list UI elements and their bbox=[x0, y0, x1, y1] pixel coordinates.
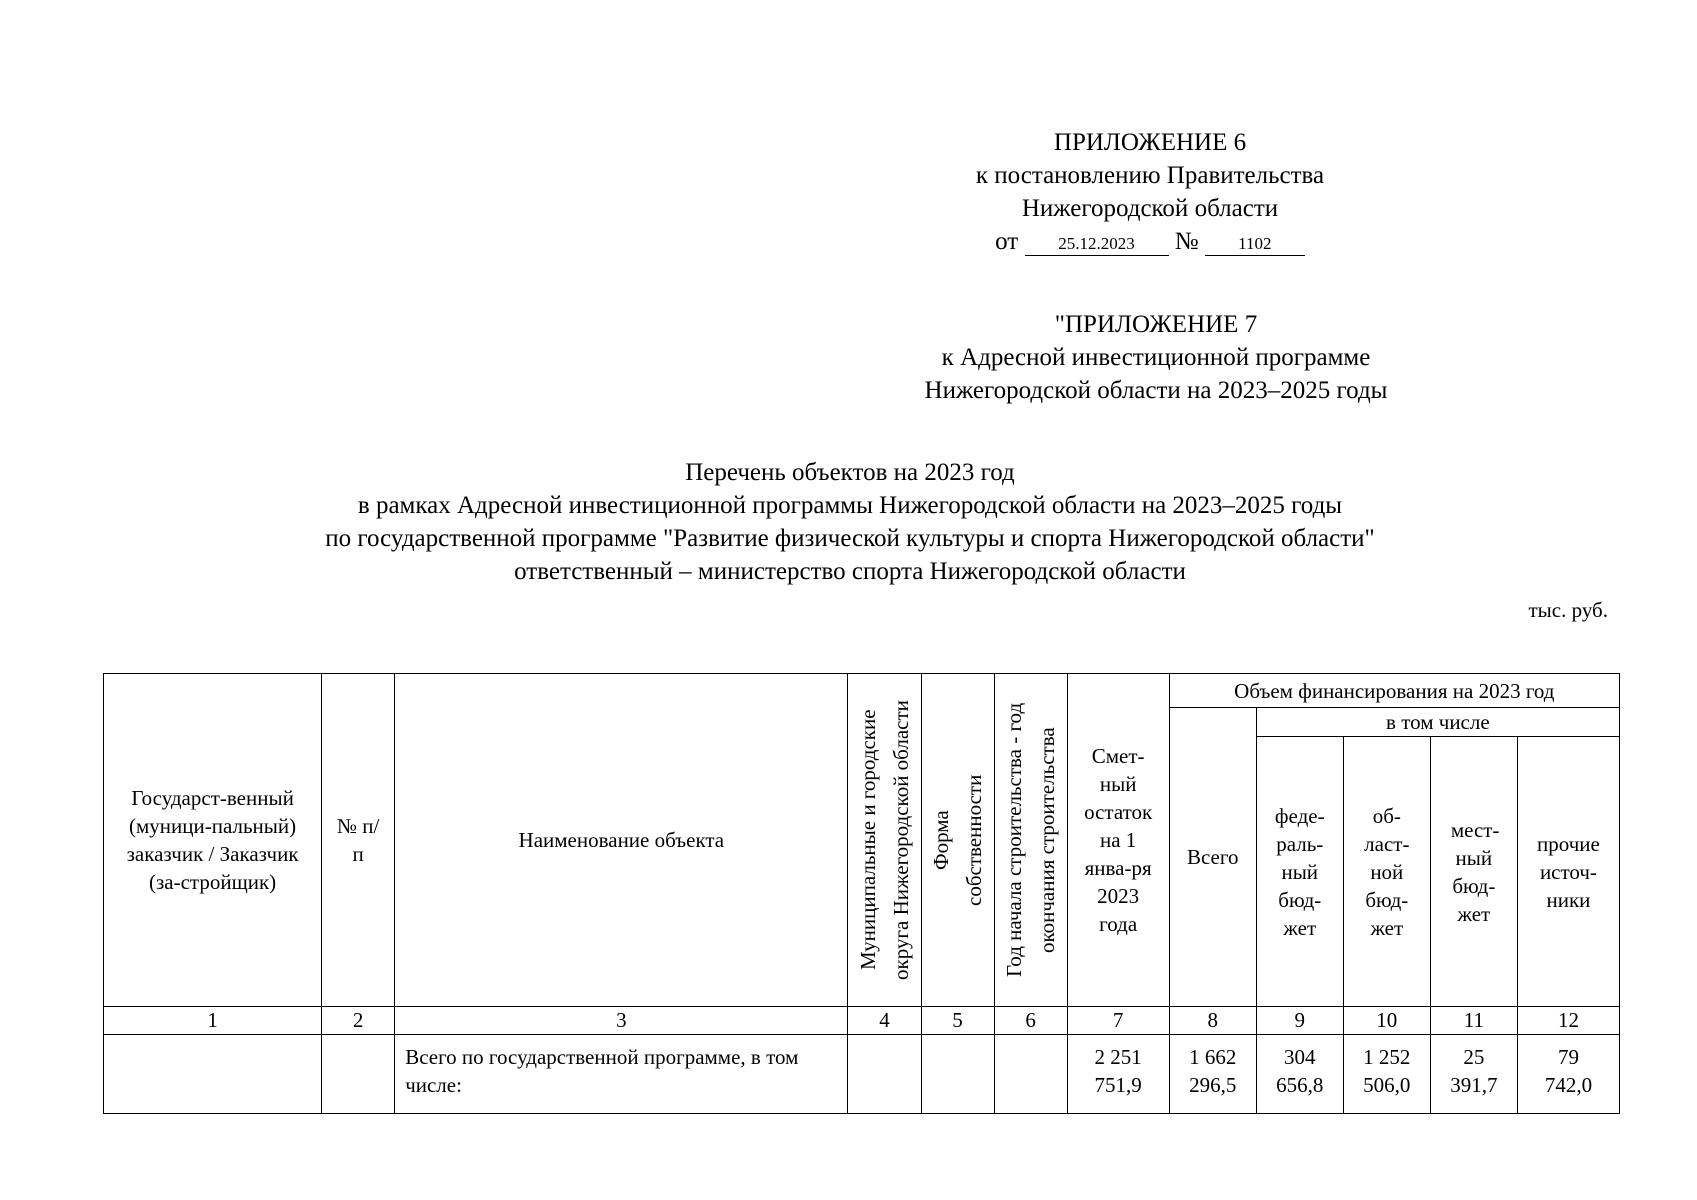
cell-regional: 1 252 506,0 bbox=[1343, 1035, 1430, 1114]
column-number: 7 bbox=[1067, 1007, 1169, 1035]
header-other: прочие источ-ники bbox=[1517, 737, 1619, 1007]
appendix6-title: ПРИЛОЖЕНИЕ 6 bbox=[1053, 129, 1247, 156]
appendix7-line1: к Адресной инвестиционной программе bbox=[941, 344, 1371, 371]
objects-table bbox=[103, 673, 1620, 1114]
header-regional: об-ласт-ной бюд-жет bbox=[1343, 737, 1430, 1007]
column-number: 9 bbox=[1256, 1007, 1343, 1035]
heading-line3: по государственной программе "Развитие физической культуры и спорта Нижегородской области" bbox=[325, 525, 1375, 552]
cell-years bbox=[994, 1035, 1067, 1114]
header-federal: феде-раль-ный бюд-жет bbox=[1256, 737, 1343, 1007]
header-object-name: Наименование объекта bbox=[395, 674, 848, 1007]
column-number: 11 bbox=[1430, 1007, 1517, 1035]
cell-other: 79 742,0 bbox=[1517, 1035, 1619, 1114]
document-heading bbox=[180, 456, 1520, 588]
column-number: 3 bbox=[395, 1007, 848, 1035]
units-label: тыс. руб. bbox=[1528, 598, 1608, 622]
header-estimate-balance: Смет-ный остаток на 1 янва-ря 2023 года bbox=[1067, 674, 1169, 1007]
appendix7-line2: Нижегородской области на 2023–2025 годы bbox=[924, 377, 1388, 404]
cell-estimate-balance: 2 251 751,9 bbox=[1067, 1035, 1169, 1114]
cell-ownership bbox=[921, 1035, 994, 1114]
appendix7-title: "ПРИЛОЖЕНИЕ 7 bbox=[1054, 311, 1258, 338]
column-number: 4 bbox=[848, 1007, 921, 1035]
number-label: № bbox=[1174, 228, 1199, 255]
appendix6-block bbox=[850, 126, 1450, 258]
column-number: 1 bbox=[104, 1007, 322, 1035]
appendix6-date-line bbox=[850, 225, 1450, 258]
header-years: Год начала строительства - год окончания строительства bbox=[994, 674, 1067, 1007]
appendix6-line1: к постановлению Правительства bbox=[975, 162, 1325, 189]
cell-federal: 304 656,8 bbox=[1256, 1035, 1343, 1114]
cell-total: 1 662 296,5 bbox=[1169, 1035, 1256, 1114]
header-including: в том числе bbox=[1256, 708, 1619, 737]
column-number: 12 bbox=[1517, 1007, 1619, 1035]
cell-customer bbox=[104, 1035, 322, 1114]
column-number: 5 bbox=[921, 1007, 994, 1035]
header-index: № п/п bbox=[322, 674, 395, 1007]
column-number: 8 bbox=[1169, 1007, 1256, 1035]
heading-line2: в рамках Адресной инвестиционной программы Нижегородской области на 2023–2025 годы bbox=[357, 492, 1343, 519]
header-local: мест-ный бюд-жет bbox=[1430, 737, 1517, 1007]
decree-date: 25.12.2023 bbox=[1025, 233, 1169, 256]
column-number: 2 bbox=[322, 1007, 395, 1035]
column-numbers-row bbox=[104, 1007, 1620, 1035]
from-label: от bbox=[995, 228, 1019, 255]
cell-municipality bbox=[848, 1035, 921, 1114]
header-funding-group: Объем финансирования на 2023 год bbox=[1169, 674, 1619, 708]
heading-line4: ответственный – министерство спорта Нижегородской области bbox=[514, 558, 1186, 585]
heading-line1: Перечень объектов на 2023 год bbox=[685, 459, 1015, 486]
cell-local: 25 391,7 bbox=[1430, 1035, 1517, 1114]
header-municipality: Муниципальные и городские округа Нижегородской области bbox=[848, 674, 921, 1007]
appendix7-block bbox=[856, 308, 1456, 407]
cell-index bbox=[322, 1035, 395, 1114]
header-customer: Государст-венный (муници-пальный) заказчик / Заказчик (за-стройщик) bbox=[104, 674, 322, 1007]
appendix6-line2: Нижегородской области bbox=[1021, 195, 1279, 222]
decree-number: 1102 bbox=[1205, 233, 1305, 256]
table-row bbox=[104, 1035, 1620, 1114]
header-total: Всего bbox=[1169, 708, 1256, 1007]
header-ownership: Форма собственности bbox=[921, 674, 994, 1007]
column-number: 6 bbox=[994, 1007, 1067, 1035]
cell-object-name: Всего по государственной программе, в том числе: bbox=[395, 1035, 848, 1114]
column-number: 10 bbox=[1343, 1007, 1430, 1035]
